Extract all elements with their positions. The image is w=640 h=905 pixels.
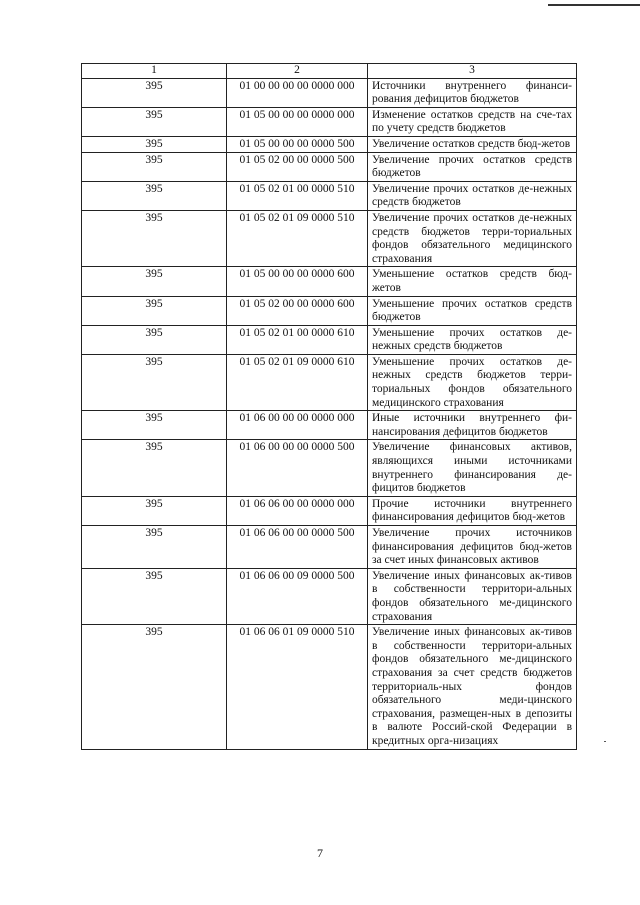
admin-code-cell: 395 [82, 496, 227, 525]
table-row [82, 440, 577, 496]
column-header-3: 3 [368, 64, 577, 79]
admin-code-cell: 395 [82, 296, 227, 325]
source-name-cell: Увеличение финансовых активов, являющихся иными источниками внутреннего финансирования де-фицитов бюджетов [368, 440, 577, 496]
admin-code-cell: 395 [82, 107, 227, 136]
column-header-2: 2 [227, 64, 368, 79]
source-name-cell: Увеличение прочих остатков де-нежных средств бюджетов терри-ториальных фондов обязательного медицинского страхования [368, 210, 577, 266]
table-row [82, 181, 577, 210]
budget-code-cell: 01 06 00 00 00 0000 500 [227, 440, 368, 496]
table-row [82, 152, 577, 181]
budget-code-cell: 01 05 02 00 00 0000 600 [227, 296, 368, 325]
table-row [82, 526, 577, 569]
column-header-1: 1 [82, 64, 227, 79]
source-name-cell: Увеличение иных финансовых ак-тивов в собственности территори-альных фондов обязательного ме-дицинского страхования [368, 568, 577, 624]
budget-code-cell: 01 05 02 01 09 0000 510 [227, 210, 368, 266]
table-row [82, 411, 577, 440]
budget-code-cell: 01 05 02 00 00 0000 500 [227, 152, 368, 181]
table-header-row [82, 64, 577, 79]
budget-code-cell: 01 06 06 01 09 0000 510 [227, 625, 368, 749]
source-name-cell: Увеличение иных финансовых ак-тивов в собственности территори-альных фондов обязательного ме-дицинского страхования за счет средств бюджетов территориаль-ных фондов обязательного меди-цинского страхования, размещен-ных в депозиты в валюте Россий-ской Федерации в кредитных орга-низациях [368, 625, 577, 749]
table-row [82, 267, 577, 296]
admin-code-cell: 395 [82, 625, 227, 749]
budget-code-cell: 01 05 00 00 00 0000 500 [227, 136, 368, 152]
scan-speck [604, 741, 606, 742]
budget-code-cell: 01 06 00 00 00 0000 000 [227, 411, 368, 440]
budget-code-cell: 01 06 06 00 00 0000 000 [227, 496, 368, 525]
table-row [82, 325, 577, 354]
admin-code-cell: 395 [82, 136, 227, 152]
budget-sources-table [81, 63, 577, 750]
source-name-cell: Уменьшение прочих остатков де-нежных средств бюджетов [368, 325, 577, 354]
budget-code-cell: 01 05 02 01 00 0000 610 [227, 325, 368, 354]
table-row [82, 136, 577, 152]
budget-code-cell: 01 05 00 00 00 0000 600 [227, 267, 368, 296]
budget-code-cell: 01 05 02 01 00 0000 510 [227, 181, 368, 210]
admin-code-cell: 395 [82, 354, 227, 410]
source-name-cell: Увеличение прочих остатков средств бюджетов [368, 152, 577, 181]
table-row [82, 107, 577, 136]
source-name-cell: Уменьшение прочих остатков средств бюджетов [368, 296, 577, 325]
page-number: 7 [317, 846, 323, 860]
budget-code-cell: 01 05 02 01 09 0000 610 [227, 354, 368, 410]
admin-code-cell: 395 [82, 181, 227, 210]
table-row [82, 625, 577, 749]
top-rule [548, 4, 640, 6]
table-row [82, 78, 577, 107]
admin-code-cell: 395 [82, 210, 227, 266]
budget-code-cell: 01 00 00 00 00 0000 000 [227, 78, 368, 107]
admin-code-cell: 395 [82, 440, 227, 496]
table-row [82, 210, 577, 266]
admin-code-cell: 395 [82, 325, 227, 354]
admin-code-cell: 395 [82, 152, 227, 181]
source-name-cell: Уменьшение прочих остатков де-нежных средств бюджетов терри-ториальных фондов обязательного медицинского страхования [368, 354, 577, 410]
table-row [82, 354, 577, 410]
table-row [82, 496, 577, 525]
admin-code-cell: 395 [82, 411, 227, 440]
source-name-cell: Увеличение остатков средств бюд-жетов [368, 136, 577, 152]
source-name-cell: Уменьшение остатков средств бюд-жетов [368, 267, 577, 296]
budget-code-cell: 01 05 00 00 00 0000 000 [227, 107, 368, 136]
source-name-cell: Источники внутреннего финанси-рования дефицитов бюджетов [368, 78, 577, 107]
table-row [82, 568, 577, 624]
table-row [82, 296, 577, 325]
source-name-cell: Прочие источники внутреннего финансирования дефицитов бюд-жетов [368, 496, 577, 525]
admin-code-cell: 395 [82, 568, 227, 624]
source-name-cell: Иные источники внутреннего фи-нансирования дефицитов бюджетов [368, 411, 577, 440]
budget-code-cell: 01 06 06 00 00 0000 500 [227, 526, 368, 569]
source-name-cell: Увеличение прочих остатков де-нежных средств бюджетов [368, 181, 577, 210]
source-name-cell: Увеличение прочих источников финансирования дефицитов бюд-жетов за счет иных финансовых активов [368, 526, 577, 569]
admin-code-cell: 395 [82, 78, 227, 107]
admin-code-cell: 395 [82, 267, 227, 296]
budget-code-cell: 01 06 06 00 09 0000 500 [227, 568, 368, 624]
source-name-cell: Изменение остатков средств на сче-тах по учету средств бюджетов [368, 107, 577, 136]
admin-code-cell: 395 [82, 526, 227, 569]
